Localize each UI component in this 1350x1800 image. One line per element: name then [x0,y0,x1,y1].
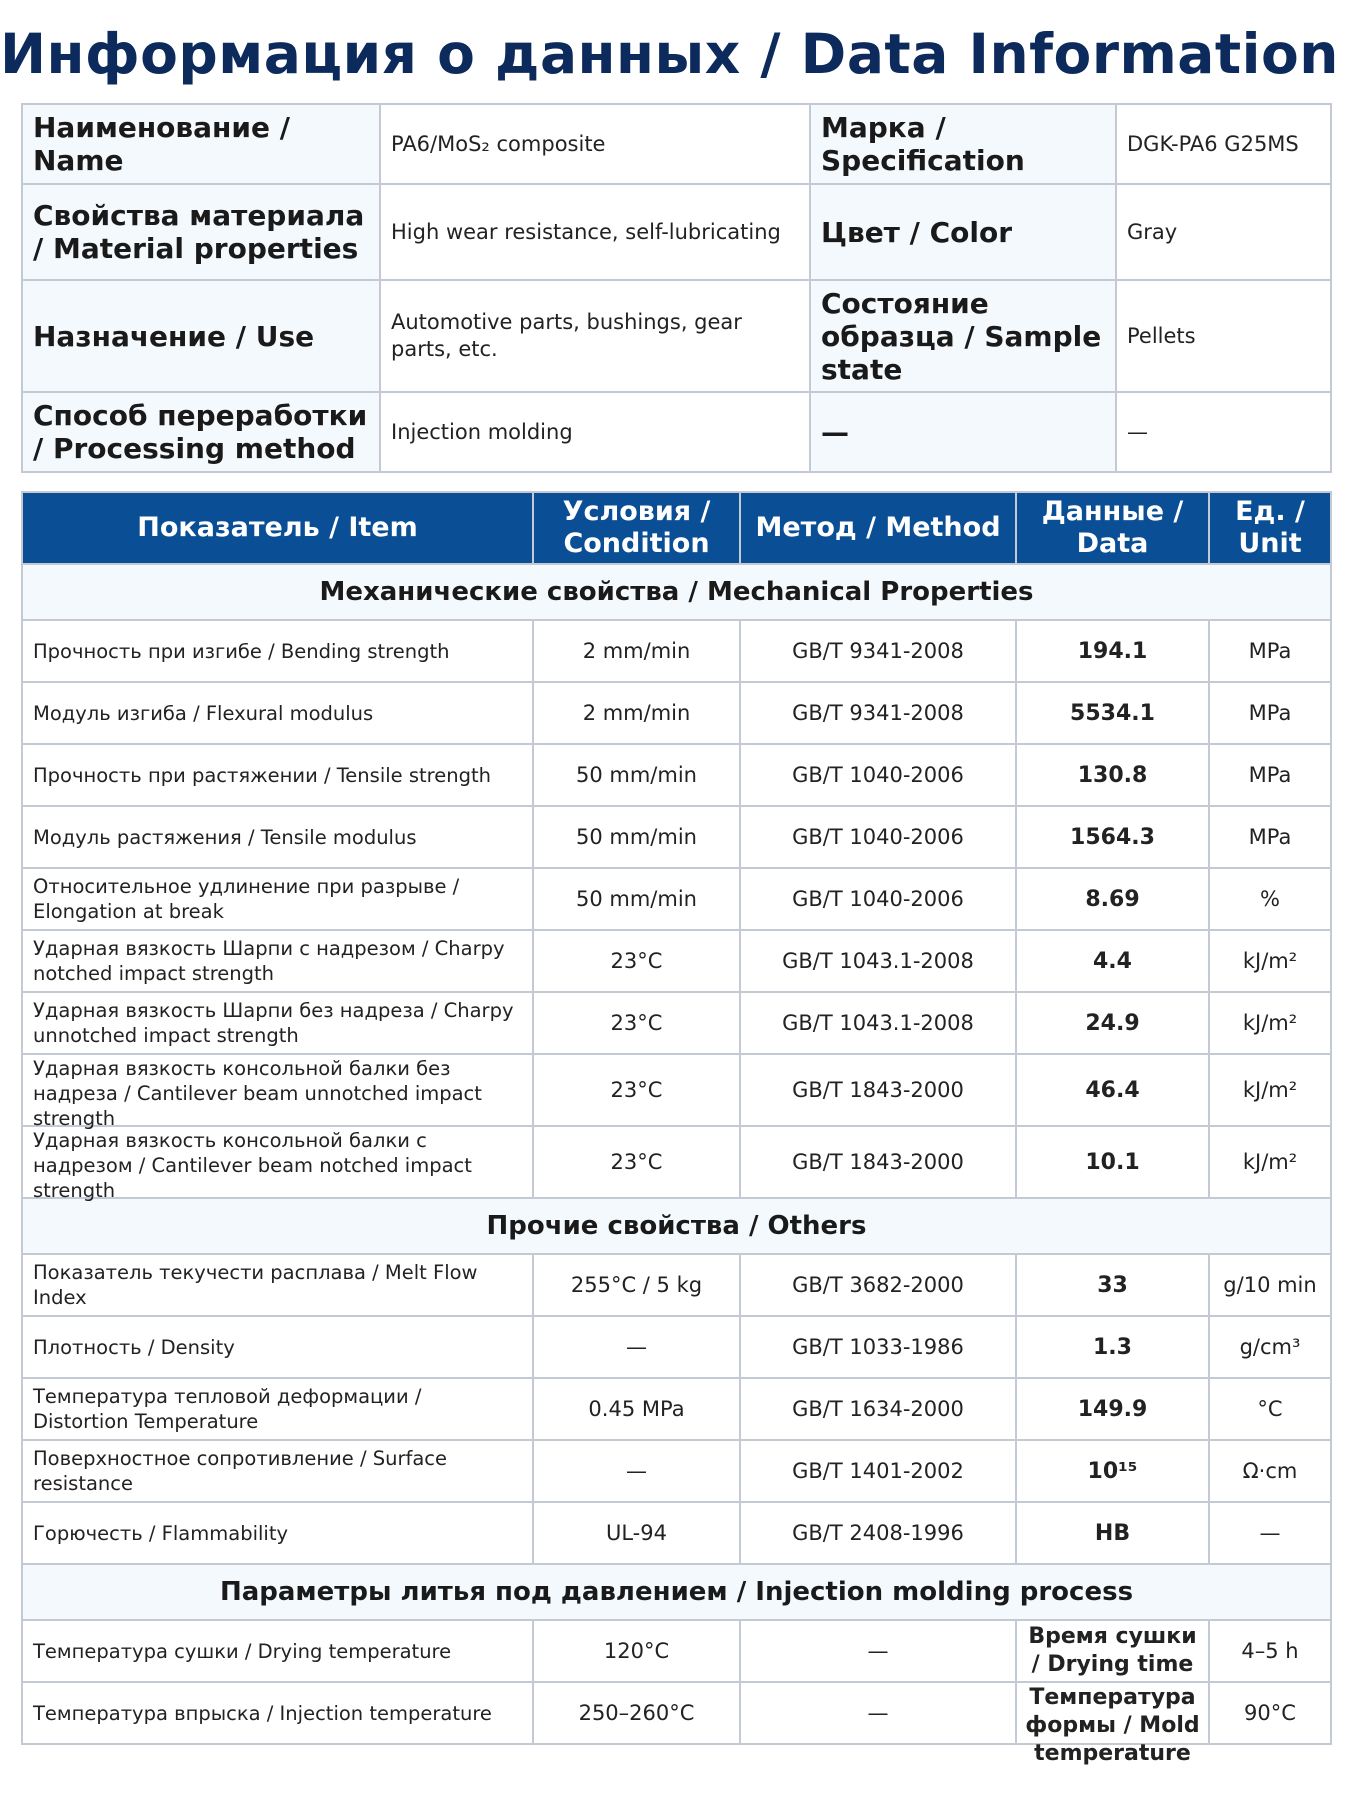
cell-data: 10¹⁵ [1016,1440,1209,1502]
cell-data: 130.8 [1016,744,1209,806]
data-sheet [21,103,1330,1766]
cell-data: 8.69 [1016,868,1209,930]
section-header [22,1564,1331,1620]
cell-method: GB/T 2408-1996 [740,1502,1016,1564]
table-spacer [21,473,1330,491]
cell-data: 10.1 [1016,1126,1209,1198]
cell-unit: % [1209,868,1331,930]
info-table [21,103,1332,473]
cell-condition: 23°C [533,1126,740,1198]
cell-condition: — [533,1440,740,1502]
table-row [22,744,1331,806]
cell-unit: MPa [1209,744,1331,806]
cell-data-text: Время сушки / Drying time [1028,1624,1197,1677]
cell-method: GB/T 3682-2000 [740,1254,1016,1316]
cell-condition: UL-94 [533,1502,740,1564]
table-row [22,682,1331,744]
cell-method: — [740,1682,1016,1744]
cell-unit: kJ/m² [1209,1126,1331,1198]
cell-item: Показатель текучести расплава / Melt Flow Index [22,1254,533,1316]
table-row [22,1316,1331,1378]
cell-item: Плотность / Density [22,1316,533,1378]
cell-item: Температура сушки / Drying temperature [22,1620,533,1682]
cell-method: GB/T 9341-2008 [740,682,1016,744]
cell-unit: kJ/m² [1209,1054,1331,1126]
cell-data: HB [1016,1502,1209,1564]
cell-condition: 250–260°C [533,1682,740,1744]
cell-method: GB/T 1040-2006 [740,744,1016,806]
section-title: Прочие свойства / Others [22,1198,1331,1254]
cell-condition: 0.45 MPa [533,1378,740,1440]
table-row [22,806,1331,868]
cell-method: GB/T 1043.1-2008 [740,930,1016,992]
cell-item: Прочность при растяжении / Tensile strength [22,744,533,806]
info-value: — [1116,392,1331,472]
section-header [22,1198,1331,1254]
cell-unit: kJ/m² [1209,930,1331,992]
cell-method: GB/T 1040-2006 [740,868,1016,930]
cell-data: 5534.1 [1016,682,1209,744]
cell-unit: MPa [1209,806,1331,868]
table-row [22,1378,1331,1440]
col-header-unit: Ед. / Unit [1209,492,1331,564]
page-title: Информация о данных / Data Information [0,22,1339,86]
cell-data: 4.4 [1016,930,1209,992]
info-row [22,392,1331,472]
cell-condition: 120°C [533,1620,740,1682]
cell-condition: 50 mm/min [533,806,740,868]
col-header-method: Метод / Method [740,492,1016,564]
cell-item [22,1126,533,1202]
cell-unit: 90°C [1209,1682,1331,1744]
section-header [22,564,1331,620]
cell-item: Поверхностное сопротивление / Surface resistance [22,1440,533,1502]
info-label: Свойства материала / Material properties [22,184,380,280]
table-row [22,992,1331,1054]
info-label: Состояние образца / Sample state [810,280,1116,392]
cell-unit: g/10 min [1209,1254,1331,1316]
cell-data-text: Температура формы / Mold temperature [1025,1685,1200,1766]
cell-condition: 23°C [533,930,740,992]
table-row [22,620,1331,682]
cell-item: Температура впрыска / Injection temperature [22,1682,533,1744]
info-label: Способ переработки / Processing method [22,392,380,472]
cell-unit: — [1209,1502,1331,1564]
cell-method: GB/T 9341-2008 [740,620,1016,682]
cell-condition: 23°C [533,1054,740,1126]
cell-data: 1.3 [1016,1316,1209,1378]
info-label: — [810,392,1116,472]
cell-method: GB/T 1043.1-2008 [740,992,1016,1054]
cell-unit: °C [1209,1378,1331,1440]
cell-item: Прочность при изгибе / Bending strength [22,620,533,682]
table-row [22,1126,1331,1198]
cell-condition: 50 mm/min [533,744,740,806]
cell-item: Модуль изгиба / Flexural modulus [22,682,533,744]
cell-item: Модуль растяжения / Tensile modulus [22,806,533,868]
table-row [22,1254,1331,1316]
table-row [22,1682,1331,1744]
section-title: Механические свойства / Mechanical Properties [22,564,1331,620]
cell-method: GB/T 1843-2000 [740,1126,1016,1198]
cell-item: Ударная вязкость Шарпи с надрезом / Charpy notched impact strength [22,930,533,992]
col-header-condition: Условия / Condition [533,492,740,564]
cell-data: 24.9 [1016,992,1209,1054]
info-value: High wear resistance, self-lubricating [380,184,810,280]
cell-condition: 2 mm/min [533,620,740,682]
cell-data: 33 [1016,1254,1209,1316]
col-header-data: Данные / Data [1016,492,1209,564]
table-row [22,930,1331,992]
cell-item: Температура тепловой деформации / Distortion Temperature [22,1378,533,1440]
cell-item [22,1054,533,1130]
info-label: Наименование / Name [22,104,380,184]
cell-method: GB/T 1634-2000 [740,1378,1016,1440]
cell-unit: g/cm³ [1209,1316,1331,1378]
info-value: DGK-PA6 G25MS [1116,104,1331,184]
cell-unit: MPa [1209,682,1331,744]
cell-method: GB/T 1033-1986 [740,1316,1016,1378]
info-value: Automotive parts, bushings, gear parts, etc. [380,280,810,392]
section-title: Параметры литья под давлением / Injection molding process [22,1564,1331,1620]
cell-item-text: Ударная вязкость консольной балки с надрезом / Cantilever beam notched impact strength [33,1129,472,1202]
properties-table [21,491,1332,1766]
cell-condition: 23°C [533,992,740,1054]
info-value: Pellets [1116,280,1331,392]
info-label: Назначение / Use [22,280,380,392]
cell-data: 149.9 [1016,1378,1209,1440]
cell-unit: MPa [1209,620,1331,682]
cell-data: 46.4 [1016,1054,1209,1126]
cell-data [1016,1620,1209,1682]
cell-data: 1564.3 [1016,806,1209,868]
cell-condition: 255°C / 5 kg [533,1254,740,1316]
cell-data [1016,1682,1209,1766]
cell-method: GB/T 1040-2006 [740,806,1016,868]
header-row [22,492,1331,564]
cell-unit: Ω·cm [1209,1440,1331,1502]
cell-method: GB/T 1401-2002 [740,1440,1016,1502]
col-header-item: Показатель / Item [22,492,533,564]
cell-condition: 2 mm/min [533,682,740,744]
cell-item: Горючесть / Flammability [22,1502,533,1564]
info-value: PA6/MoS₂ composite [380,104,810,184]
cell-condition: — [533,1316,740,1378]
cell-item: Ударная вязкость Шарпи без надреза / Charpy unnotched impact strength [22,992,533,1054]
info-row [22,104,1331,184]
cell-data: 194.1 [1016,620,1209,682]
table-row [22,1054,1331,1126]
info-value: Gray [1116,184,1331,280]
info-row [22,280,1331,392]
info-row [22,184,1331,280]
cell-method: — [740,1620,1016,1682]
cell-unit: 4–5 h [1209,1620,1331,1682]
cell-condition: 50 mm/min [533,868,740,930]
cell-item-text: Ударная вязкость консольной балки без надреза / Cantilever beam unnotched impact strength [33,1057,482,1130]
cell-unit: kJ/m² [1209,992,1331,1054]
info-label: Марка / Specification [810,104,1116,184]
info-label: Цвет / Color [810,184,1116,280]
table-row [22,868,1331,930]
table-row [22,1502,1331,1564]
table-row [22,1440,1331,1502]
info-value: Injection molding [380,392,810,472]
cell-method: GB/T 1843-2000 [740,1054,1016,1126]
cell-item: Относительное удлинение при разрыве / Elongation at break [22,868,533,930]
table-row [22,1620,1331,1682]
